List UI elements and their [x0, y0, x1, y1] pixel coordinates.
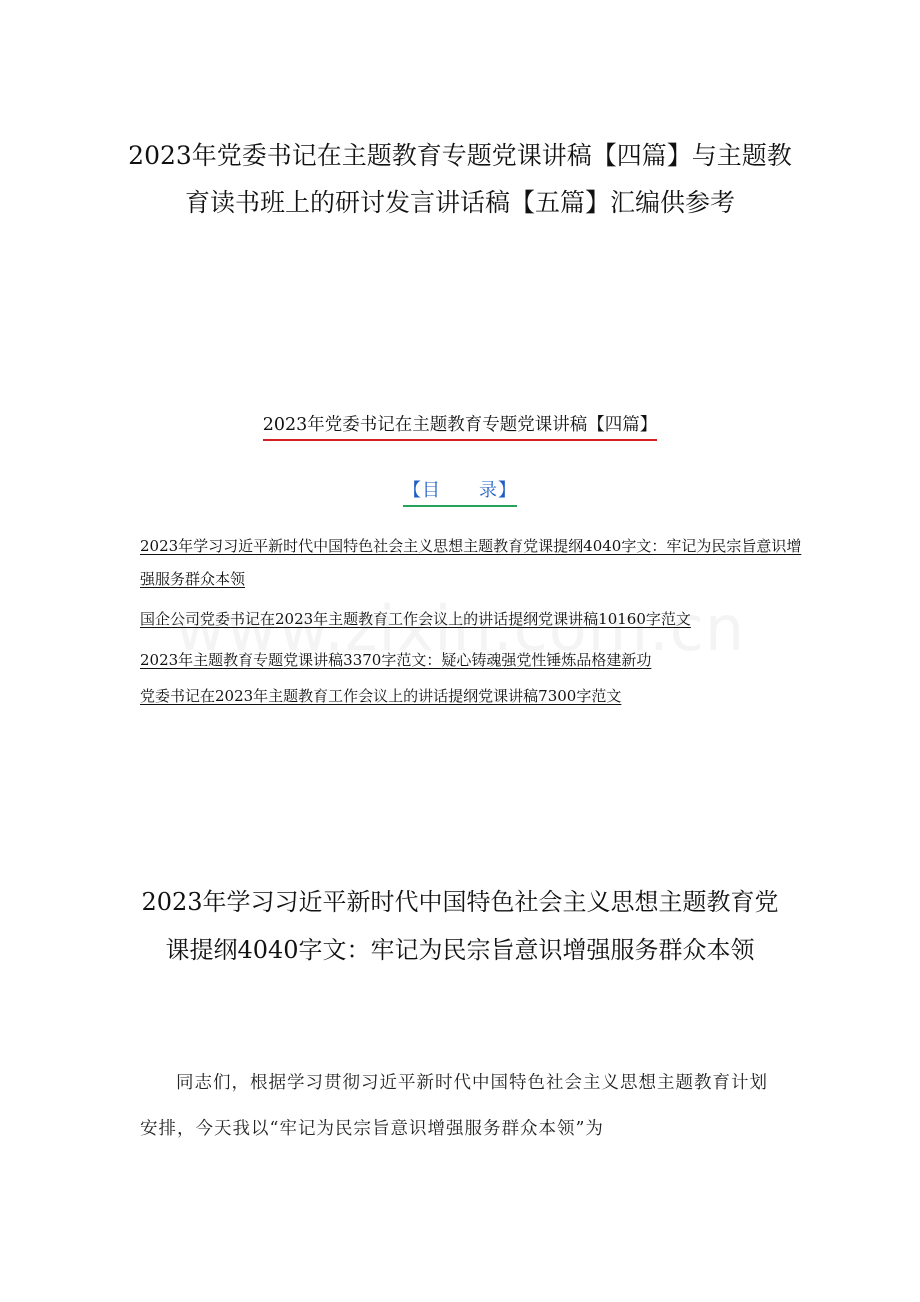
table-of-contents	[140, 530, 808, 714]
toc-link-2[interactable]: 国企公司党委书记在2023年主题教育工作会议上的讲话提纲党课讲稿10160字范文	[140, 610, 691, 628]
document-title: 2023年党委书记在主题教育专题党课讲稿【四篇】与主题教育读书班上的研讨发言讲话稿【五篇】汇编供参考	[128, 141, 792, 217]
toc-item	[140, 602, 808, 637]
toc-label[interactable]: 【目 录】	[403, 478, 517, 507]
toc-label-wrap	[0, 478, 920, 507]
article-paragraph: 同志们，根据学习贯彻习近平新时代中国特色社会主义思想主题教育计划安排，今天我以“牢记为民宗旨意识增强服务群众本领”为	[140, 1073, 768, 1139]
toc-link-1[interactable]: 2023年学习习近平新时代中国特色社会主义思想主题教育党课提纲4040字文：牢记为民宗旨意识增强服务群众本领	[140, 537, 802, 588]
article-title: 2023年学习习近平新时代中国特色社会主义思想主题教育党课提纲4040字文：牢记为民宗旨意识增强服务群众本领	[141, 888, 779, 964]
toc-item	[140, 530, 808, 596]
toc-item	[140, 678, 808, 714]
toc-link-3[interactable]: 2023年主题教育专题党课讲稿3370字范文：疑心铸魂强党性锤炼品格建新功	[140, 651, 652, 669]
section-heading-wrap	[0, 412, 920, 441]
toc-link-4[interactable]: 党委书记在2023年主题教育工作会议上的讲话提纲党课讲稿7300字范文	[140, 687, 622, 705]
section-heading: 2023年党委书记在主题教育专题党课讲稿【四篇】	[263, 412, 658, 441]
toc-item	[140, 642, 808, 678]
